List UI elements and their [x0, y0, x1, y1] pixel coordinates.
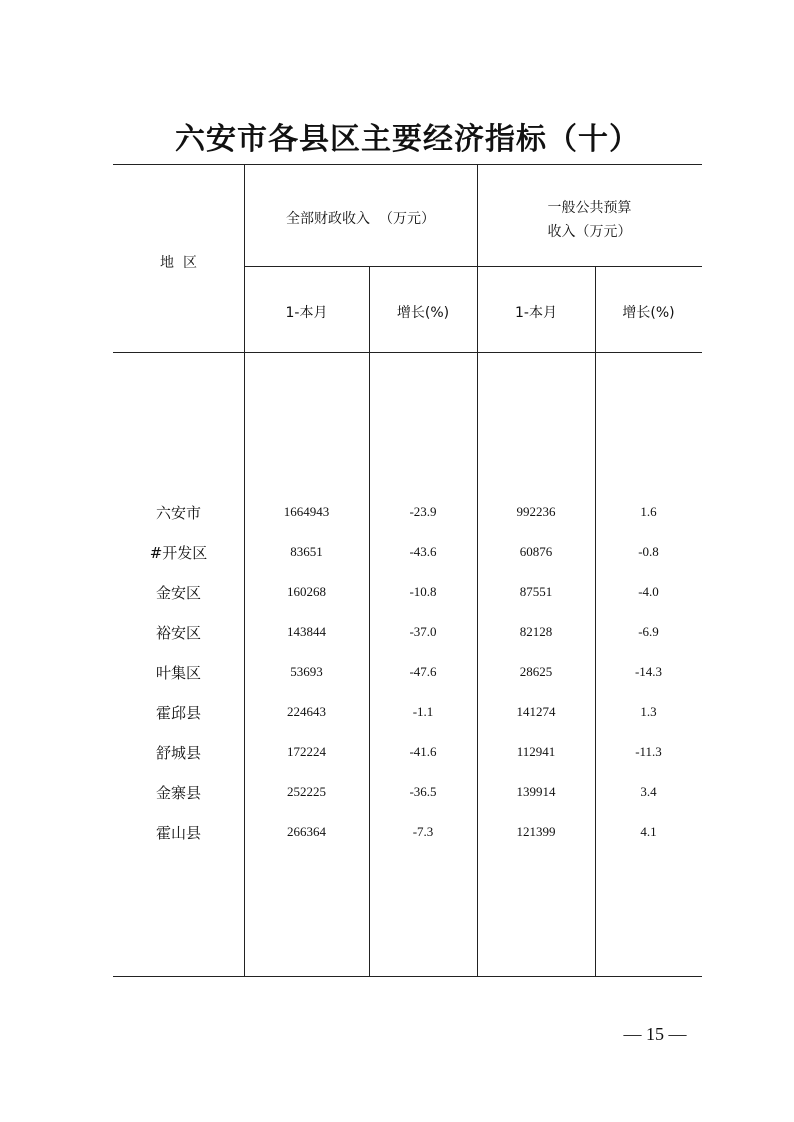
fiscal-value: 1664943	[283, 504, 330, 519]
col-divider-3	[477, 164, 478, 976]
budget-value: 992236	[516, 504, 556, 519]
fiscal-growth: -37.0	[409, 624, 437, 639]
budget-value: 87551	[519, 584, 553, 599]
budget-growth: -11.3	[635, 744, 662, 759]
header-region: 地 区	[160, 255, 197, 271]
fiscal-growth: -47.6	[409, 664, 437, 679]
budget-value: 139914	[516, 784, 556, 799]
table-bottom-rule	[113, 976, 702, 977]
fiscal-growth: -1.1	[412, 704, 434, 719]
header-bottom-rule	[113, 352, 702, 353]
region-name: 金寨县	[155, 784, 201, 802]
header-growth-fiscal: 增长(%)	[396, 305, 450, 321]
table-top-rule	[113, 164, 702, 165]
budget-value: 141274	[516, 704, 556, 719]
header-period-budget: 1-本月	[515, 305, 557, 321]
fiscal-value: 172224	[287, 744, 326, 759]
fiscal-value: 266364	[287, 824, 326, 839]
fiscal-growth: -7.3	[412, 824, 434, 839]
header-period-fiscal: 1-本月	[285, 305, 328, 321]
budget-growth: -14.3	[634, 664, 663, 679]
fiscal-value: 160268	[287, 584, 326, 599]
budget-value: 112941	[516, 744, 556, 759]
budget-growth: 4.1	[640, 824, 657, 839]
budget-value: 28625	[519, 664, 553, 679]
region-name: #开发区	[149, 544, 208, 562]
header-fiscal-total: 全部财政收入 （万元）	[286, 211, 435, 227]
fiscal-growth: -10.8	[409, 584, 437, 599]
fiscal-value: 252225	[287, 784, 326, 799]
fiscal-value: 143844	[287, 624, 326, 639]
page-title: 六安市各县区主要经济指标（十）	[175, 122, 640, 157]
budget-growth: 1.3	[640, 704, 657, 719]
budget-value: 121399	[516, 824, 556, 839]
budget-value: 82128	[519, 624, 553, 639]
col-divider-4	[595, 266, 596, 976]
region-name: 舒城县	[155, 744, 201, 762]
fiscal-value: 83651	[290, 544, 323, 559]
header-mid-rule	[244, 266, 702, 267]
page-number: — 15 —	[623, 1024, 687, 1044]
budget-growth: 1.6	[640, 504, 657, 519]
budget-growth: 3.4	[640, 784, 657, 799]
region-name: 金安区	[155, 584, 201, 602]
fiscal-value: 224643	[287, 704, 326, 719]
col-divider-2	[369, 266, 370, 976]
fiscal-growth: -43.6	[409, 544, 437, 559]
region-name: 霍山县	[155, 824, 201, 842]
budget-growth: -0.8	[638, 544, 659, 559]
fiscal-growth: -23.9	[409, 504, 437, 519]
header-general-budget-line2: 收入（万元）	[547, 224, 632, 240]
region-name: 叶集区	[155, 664, 201, 682]
fiscal-growth: -41.6	[409, 744, 437, 759]
fiscal-growth: -36.5	[409, 784, 437, 799]
header-growth-budget: 增长(%)	[622, 305, 675, 321]
col-divider-1	[244, 164, 245, 976]
header-general-budget-line1: 一般公共预算	[547, 200, 632, 216]
budget-growth: -6.9	[638, 624, 659, 639]
region-name: 六安市	[155, 504, 201, 522]
fiscal-value: 53693	[290, 664, 323, 679]
budget-value: 60876	[519, 544, 553, 559]
budget-growth: -4.0	[638, 584, 659, 599]
region-name: 裕安区	[155, 624, 201, 642]
region-name: 霍邱县	[155, 704, 201, 722]
